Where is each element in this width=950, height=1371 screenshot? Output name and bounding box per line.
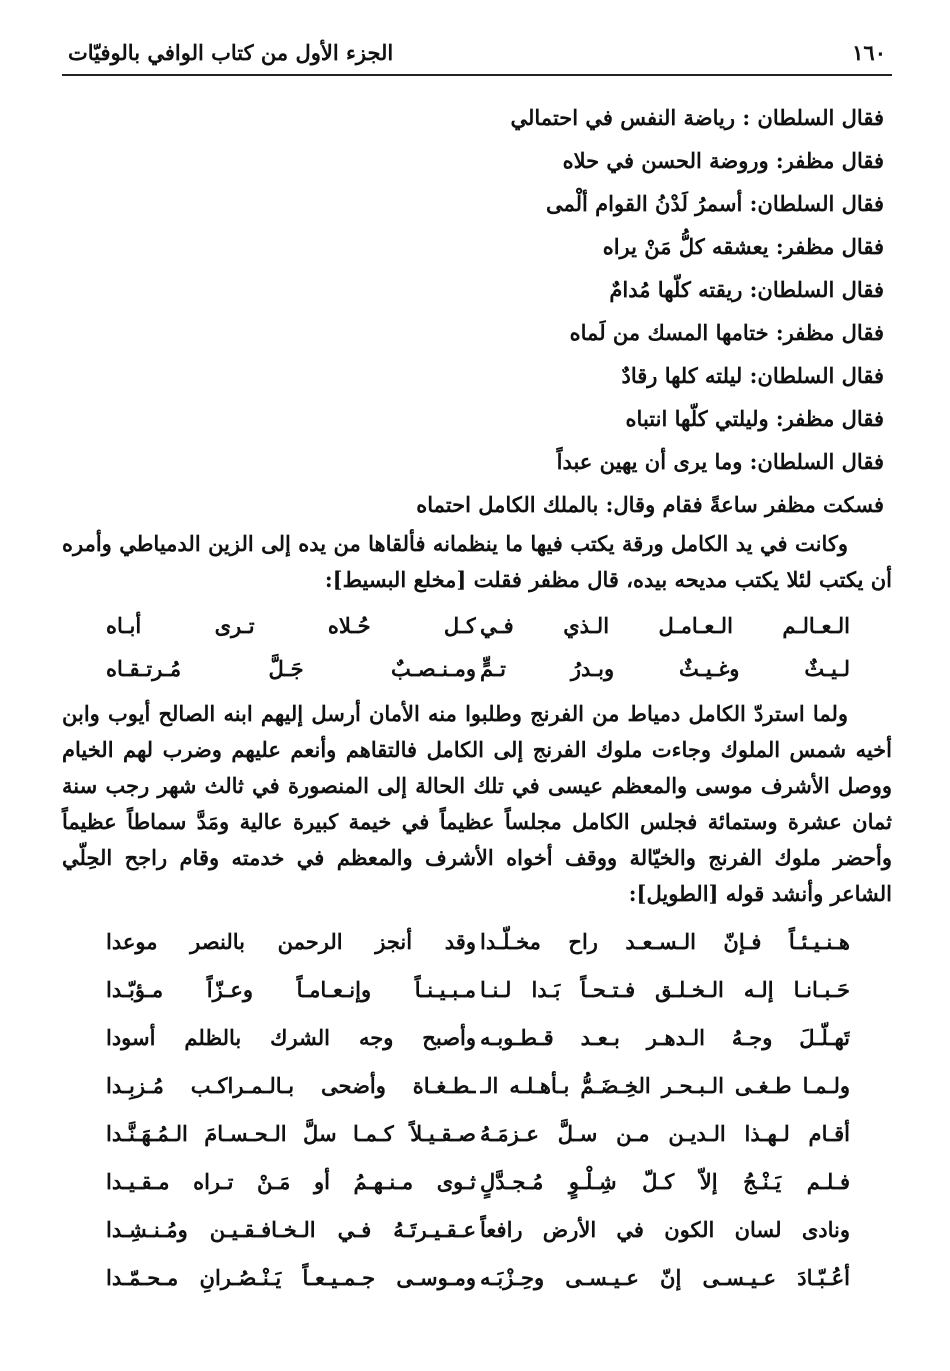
dialogue-line: فقال مظفر: وليلتي كلّها انتباه [625,406,884,431]
poem-tawil [62,918,892,1302]
verse-second-hemistich: عـقـيـرتَـهُ فـي الـخـافـقـيـن ومُـنـشِـدا [106,1217,476,1242]
poem-basit [62,604,892,690]
verse-line [62,1110,892,1158]
dialogue-line: فقال مظفر: ختامها المسك من لَماه [569,320,884,345]
verse-first-hemistich: ونادى لسان الكون في الأرض رافعاً [480,1217,850,1242]
verse-second-hemistich: وقد أنجز الرحمن بالنصر موعدا [106,929,476,954]
verse-second-hemistich: ثـوى مـنـهـمُ أو مَـنْ تـراه مـقـيـدا [106,1169,476,1194]
verse-second-hemistich: ومـوسـى جـمـيـعـاً يَـنْـصُـرانِ مـحـمّـدا [106,1265,476,1290]
verse-first-hemistich: الـعـالـم الـعـامـل الـذي فـي [480,613,850,638]
verse-first-hemistich: فـلـم يَـنْـجُ إلاّ كـلّ شِـلْـوٍ مُـجـدَّلٍ [480,1169,850,1194]
page-number: ١٦٠ [852,39,886,65]
verse-line [62,1206,892,1254]
verse-line [62,604,892,647]
verse-second-hemistich: ومـنـصـبٌ جَـلَّ مُـرتـقـاه [106,656,476,681]
verse-line [62,966,892,1014]
verse-first-hemistich: أقـام لـهـذا الـديـن مـن سـلَّ عـزمَـهُ [480,1121,850,1146]
verse-line [62,1254,892,1302]
verse-second-hemistich: ـطـغـاة وأضحى بـالـمـراكـب مُـزبِـدا [106,1073,476,1098]
dialogue-line: فسكت مظفر ساعةً فقام وقال: بالملك الكامل احتماه [416,492,884,517]
dialogue-line: فقال السلطان: ليلته كلها رقادٌ [621,363,884,388]
verse-line [62,918,892,966]
verse-first-hemistich: هـنـيـئـاً فـإنّ الـسـعـد راح مخـلّـدا [480,929,850,954]
paragraph-damietta: ولما استردّ الكامل دمياط من الفرنج وطلبوا منه الأمان أرسل إليهم ابنه الصالح أيوب وابن أخيه شمس الملوك وجاءت ملوك الفرنج إلى الكامل فالتقاهم وأنعم عليهم وضرب لهم الخيام ووصل الأشرف موسى والمعظم عيسى في تلك الحالة إلى المنصورة في ثالث شهر رجب سنة ثمان عشرة وستمائة فجلس الكامل مجلساً عظيماً في خيمة كبيرة عالية ومَدَّ سماطاً عظيماً وأحضر ملوك الفرنج والخيّالة ووقف أخواه الأشرف والمعظم في خدمته وقام راجح الحِلّي الشاعر وأنشد قوله [الطويل]: [62,701,892,906]
verse-line [62,1062,892,1110]
verse-second-hemistich: مـبـيـنـاً وإنـعـامـاً وعـزّاً مـؤبّـدا [106,977,476,1002]
running-title: الجزء الأول من كتاب الوافي بالوفيّات [68,39,394,65]
verse-first-hemistich: تَهـلّـلَ وجـهُ الـدهـر بـعـد قـطـوبـه [480,1025,850,1050]
verse-first-hemistich: ولـمـا طـغـى الـبـحـر الخِـضَـمُّ بـأهـلـه الـ [480,1073,850,1098]
verse-first-hemistich: حَـبـانـا إلـه الـخـلـق فـتـحـاً بَـدا لـنـا [480,977,850,1002]
book-page [62,30,892,1350]
verse-first-hemistich: أعُـبّـادَ عـيـسـى إنّ عـيـسـى وحِـزْبَـه [480,1265,850,1290]
dialogue-line: فقال السلطان: وما يرى أن يهين عبداً [556,449,884,474]
verse-line [62,647,892,690]
dialogue-line: فقال مظفر: وروضة الحسن في حلاه [562,148,884,173]
dialogue-block [62,96,892,526]
dialogue-line: فقال السلطان: أسمرُ لَدْنُ القوام ألْمى [545,191,884,216]
verse-line [62,1014,892,1062]
dialogue-line: فقال السلطان: ريقته كلّها مُدامٌ [609,277,884,302]
verse-second-hemistich: وأصبح وجه الشرك بالظلم أسودا [106,1025,476,1050]
verse-second-hemistich: كـل حُـلاه تـرى أبـاه [106,613,476,638]
page-header [62,30,892,76]
verse-first-hemistich: لـيـثٌ وغـيـثٌ وبـدرُ تـمٍّ [480,656,850,681]
verse-line [62,1158,892,1206]
paragraph-ink-paper: وكانت في يد الكامل ورقة يكتب فيها ما ينظمانه فألقاها من يده إلى الزين الدمياطي وأمره أن يكتب لئلا يكتب مديحه بيده، قال مظفر فقلت [مخلع البسيط]: [62,531,892,592]
dialogue-line: فقال مظفر: يعشقه كلُّ مَنْ يراه [602,234,884,259]
dialogue-line: فقال السلطان : رياضة النفس في احتمالي [510,105,884,130]
verse-second-hemistich: صـقـيـلاً كـمـا سلَّ الـحـسـامَ الـمُـهَـنَّـدا [106,1121,476,1146]
